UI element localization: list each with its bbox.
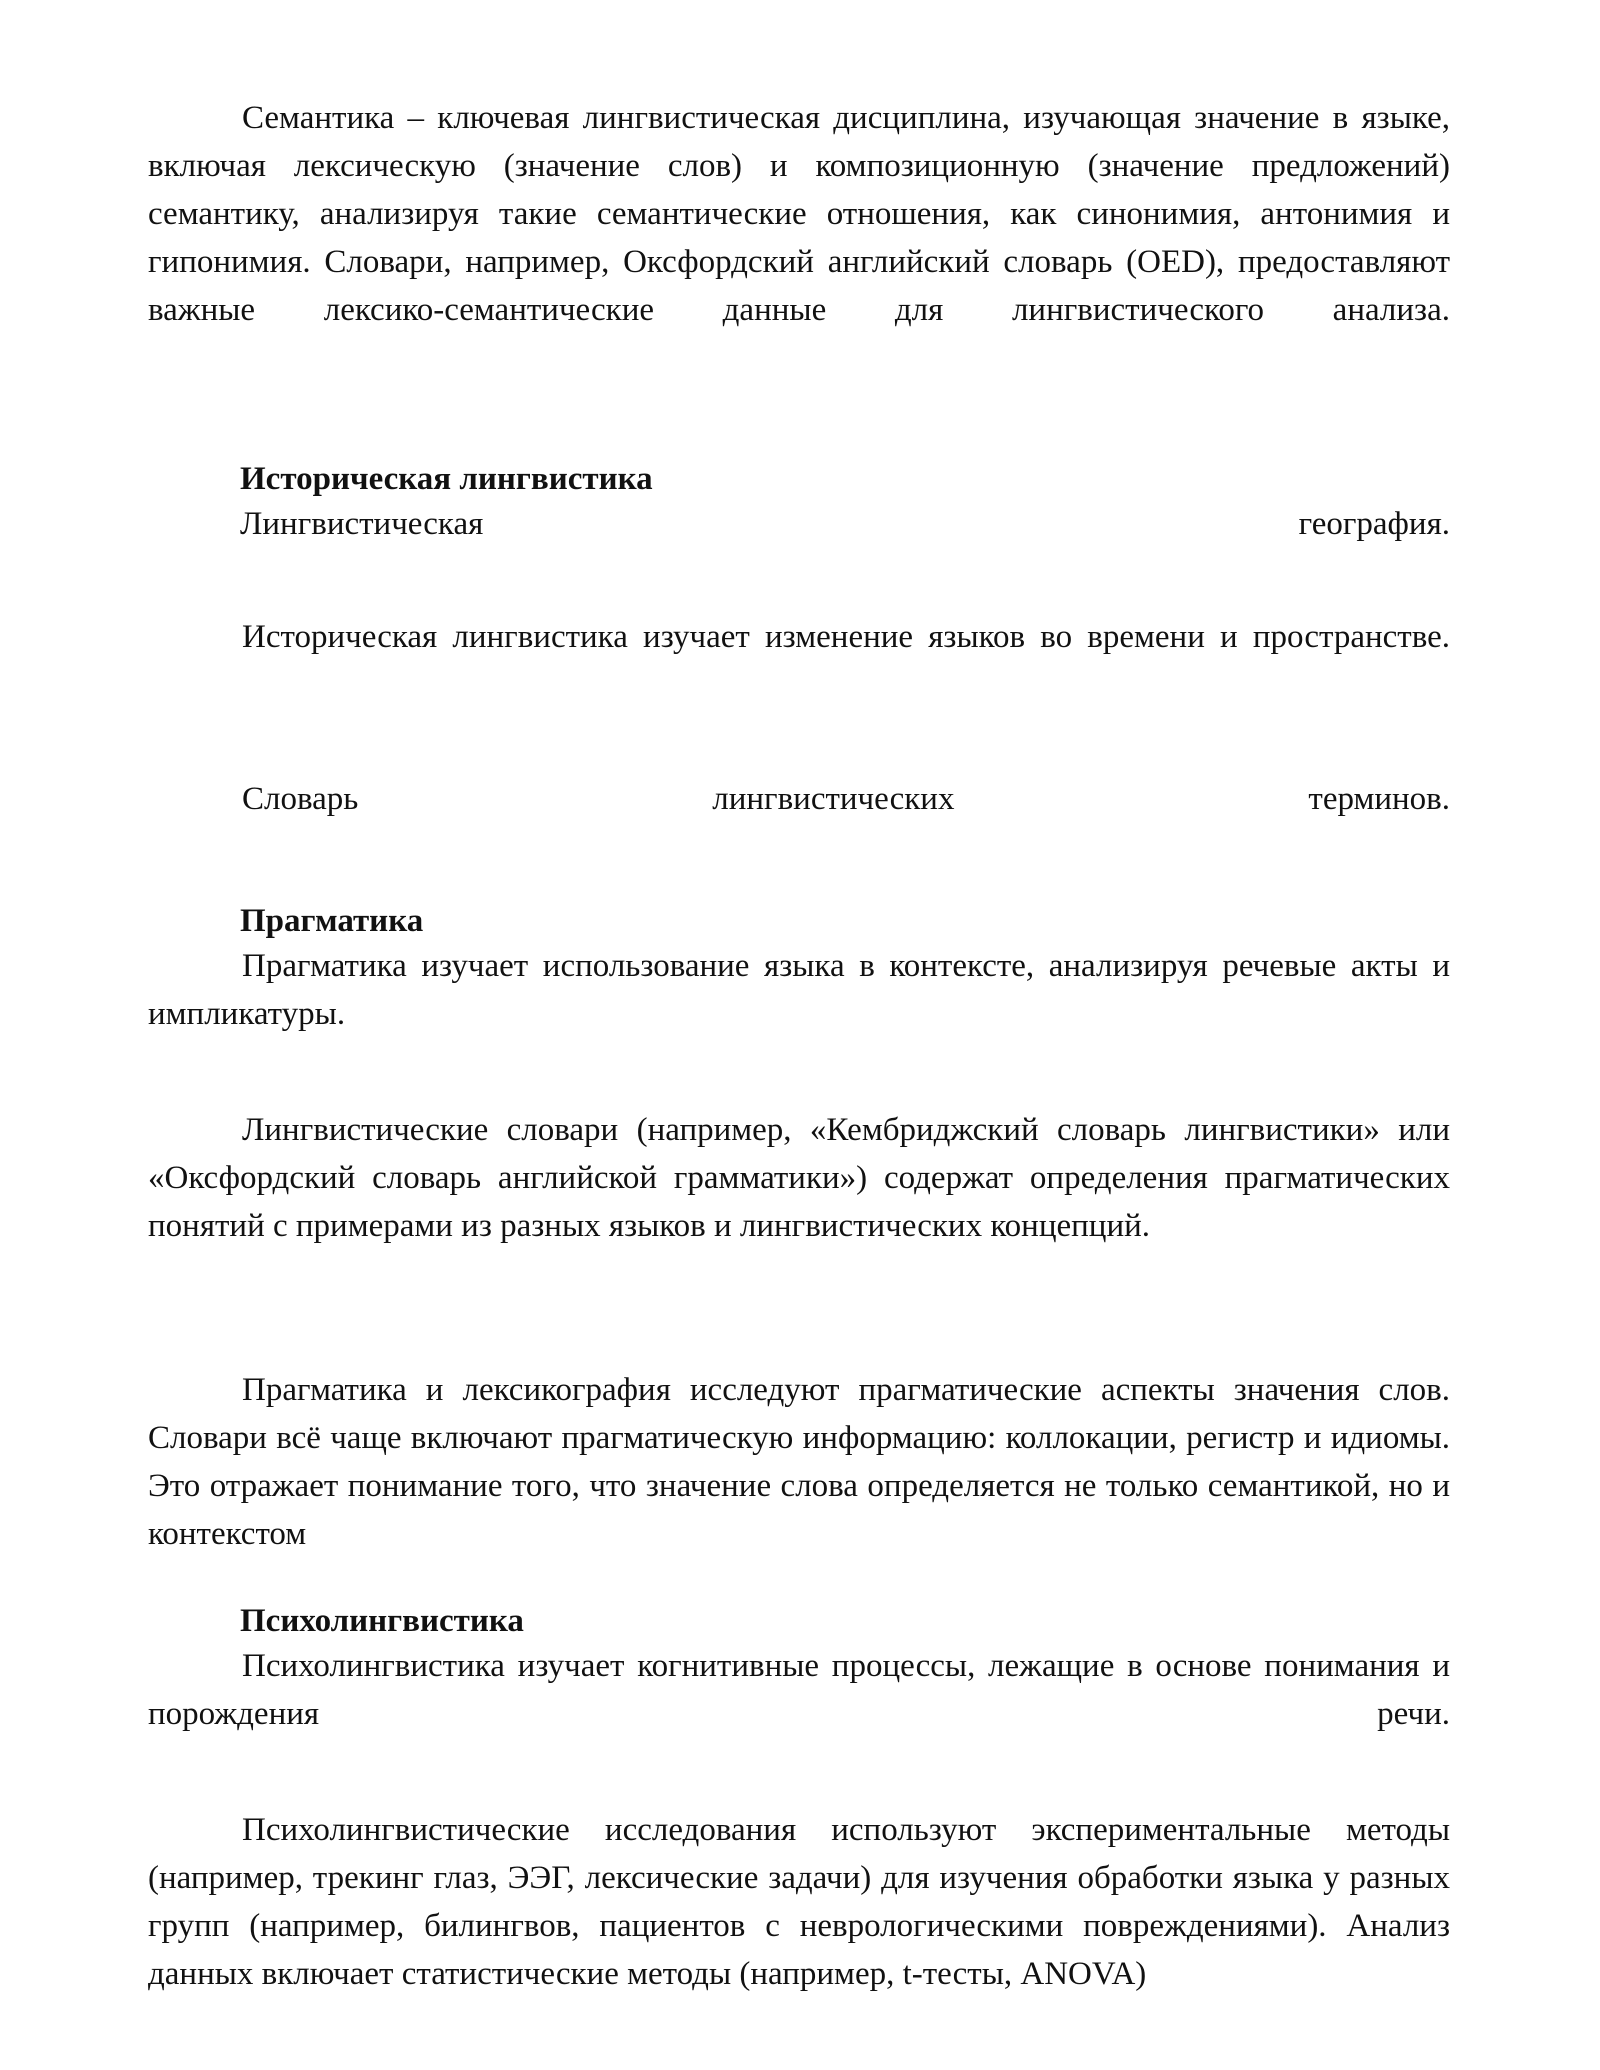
- historical-section: [148, 458, 1450, 548]
- semantics-paragraph: Семантика – ключевая лингвистическая дисциплина, изучающая значение в языке, включая лексическую (значение слов) и композиционную (значение предложений) семантику, анализируя такие семантические отношения, как синонимия, антонимия и гипонимия. Словари, например, Оксфордский английский словарь (OED), предоставляют важные лексико-семантические данные для лингвистического анализа.: [148, 100, 1450, 328]
- historical-heading: Историческая лингвистика: [240, 461, 653, 497]
- psycholinguistics-heading: Психолингвистика: [240, 1603, 524, 1639]
- pragmatics-description-paragraph: Прагматика изучает использование языка в контексте, анализируя речевые акты и импликатуры.: [148, 948, 1450, 1032]
- semantics-section: [148, 94, 1450, 334]
- dictionary-terms-paragraph: Словарь лингвистических терминов.: [242, 781, 1450, 817]
- psycholinguistics-section: [148, 1600, 1450, 1738]
- psycholinguistics-methods-paragraph: Психолингвистические исследования используют экспериментальные методы (например, трекинг глаз, ЭЭГ, лексические задачи) для изучения обработки языка у разных групп (например, билингвов, пациентов с неврологическими повреждениями). Анализ данных включает статистические методы (например, t-тесты, ANOVA): [148, 1812, 1450, 1992]
- historical-description-section: [148, 613, 1450, 661]
- historical-description-paragraph: Историческая лингвистика изучает изменение языков во времени и пространстве.: [242, 619, 1450, 655]
- pragmatics-lexicography-section: [148, 1366, 1450, 1558]
- psycholinguistics-methods-section: [148, 1806, 1450, 1998]
- linguistic-geography-subtitle: Лингвистическая география.: [240, 506, 1450, 542]
- dictionary-terms-section: [148, 775, 1450, 823]
- pragmatics-dictionaries-paragraph: Лингвистические словари (например, «Кембриджский словарь лингвистики» или «Оксфордский словарь английской грамматики») содержат определения прагматических понятий с примерами из разных языков и лингвистических концепций.: [148, 1112, 1450, 1244]
- psycholinguistics-description-paragraph: Психолингвистика изучает когнитивные процессы, лежащие в основе понимания и порождения речи.: [148, 1648, 1450, 1732]
- pragmatics-dictionaries-section: [148, 1106, 1450, 1250]
- pragmatics-lexicography-paragraph: Прагматика и лексикография исследуют прагматические аспекты значения слов. Словари всё чаще включают прагматическую информацию: коллокации, регистр и идиомы. Это отражает понимание того, что значение слова определяется не только семантикой, но и контекстом: [148, 1372, 1450, 1552]
- pragmatics-heading: Прагматика: [240, 903, 424, 939]
- pragmatics-section: [148, 900, 1450, 1038]
